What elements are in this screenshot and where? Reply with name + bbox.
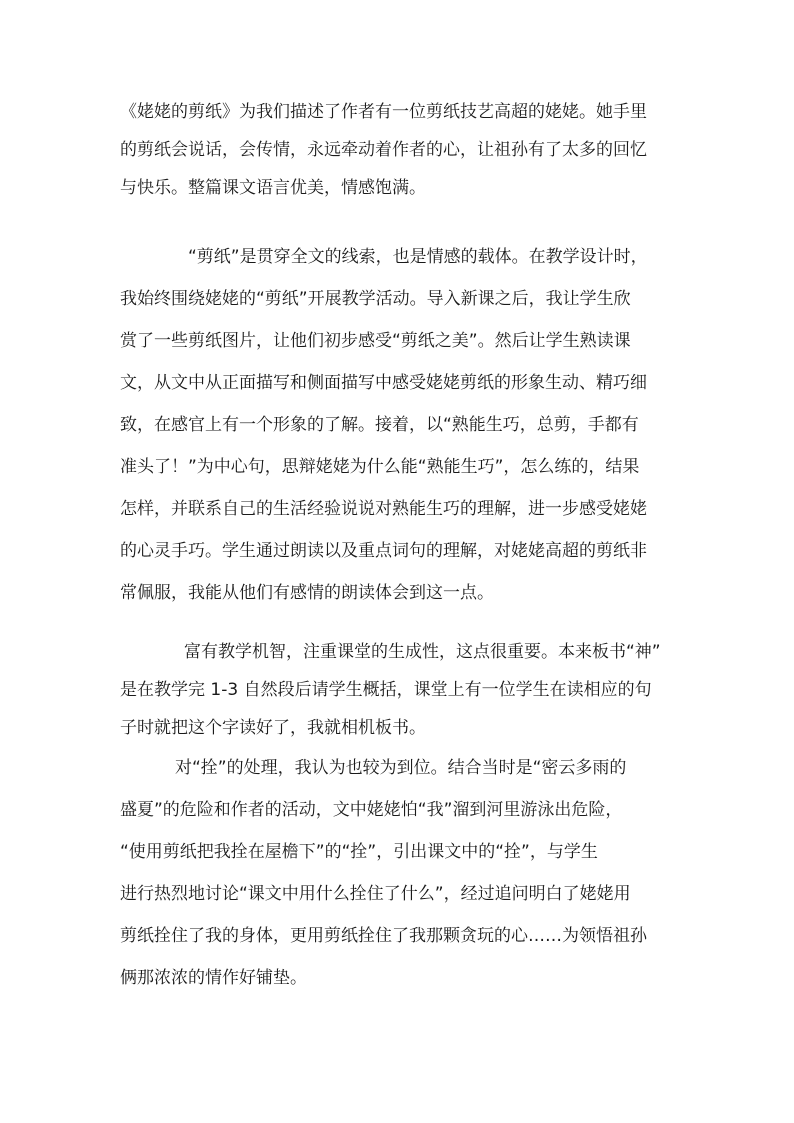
text-line: 赏了一些剪纸图片，让他们初步感受“剪纸之美”。然后让学生熟读课	[120, 331, 631, 351]
text-line: 准头了！”为中心句，思辩姥姥为什么能“熟能生巧”，怎么练的，结果	[120, 457, 640, 477]
text-line: 文，从文中从正面描写和侧面描写中感受姥姥剪纸的形象生动、精巧细	[120, 373, 647, 393]
text-line: 俩那浓浓的情作好铺垫。	[120, 968, 307, 988]
text-line: 是在教学完 1-3 自然段后请学生概括，课堂上有一位学生在读相应的句	[120, 680, 652, 700]
text-line: “剪纸”是贯穿全文的线索，也是情感的载体。在教学设计时，	[188, 247, 648, 267]
text-line: 进行热烈地讨论“课文中用什么拴住了什么”，经过追问明白了姥姥用	[120, 884, 631, 904]
text-line: 的剪纸会说话，会传情，永远牵动着作者的心，让祖孙有了太多的回忆	[120, 140, 647, 160]
text-line: 富有教学机智，注重课堂的生成性，这点很重要。本来板书“神”	[184, 642, 661, 662]
text-line: 怎样，并联系自己的生活经验说说对熟能生巧的理解，进一步感受姥姥	[120, 499, 647, 519]
text-line: 致，在感官上有一个形象的了解。接着，以“熟能生巧，总剪，手都有	[120, 415, 639, 435]
text-line: 子时就把这个字读好了，我就相机板书。	[120, 718, 426, 738]
text-line: 盛夏”的危险和作者的活动，文中姥姥怕“我”溜到河里游泳出危险，	[120, 800, 623, 820]
text-line: 对“拴”的处理，我认为也较为到位。结合当时是“密云多雨的	[175, 758, 627, 778]
text-line: 常佩服，我能从他们有感情的朗读体会到这一点。	[120, 583, 494, 603]
text-line: 与快乐。整篇课文语言优美，情感饱满。	[120, 178, 426, 198]
text-line: “使用剪纸把我拴在屋檐下”的“拴”，引出课文中的“拴”，与学生	[120, 842, 598, 862]
text-line: 剪纸拴住了我的身体，更用剪纸拴住了我那颗贪玩的心……为领悟祖孙	[120, 926, 647, 946]
text-line: 《姥姥的剪纸》为我们描述了作者有一位剪纸技艺高超的姥姥。她手里	[120, 102, 647, 122]
text-line: 我始终围绕姥姥的“剪纸”开展教学活动。导入新课之后，我让学生欣	[120, 289, 631, 309]
text-line: 的心灵手巧。学生通过朗读以及重点词句的理解，对姥姥高超的剪纸非	[120, 541, 647, 561]
